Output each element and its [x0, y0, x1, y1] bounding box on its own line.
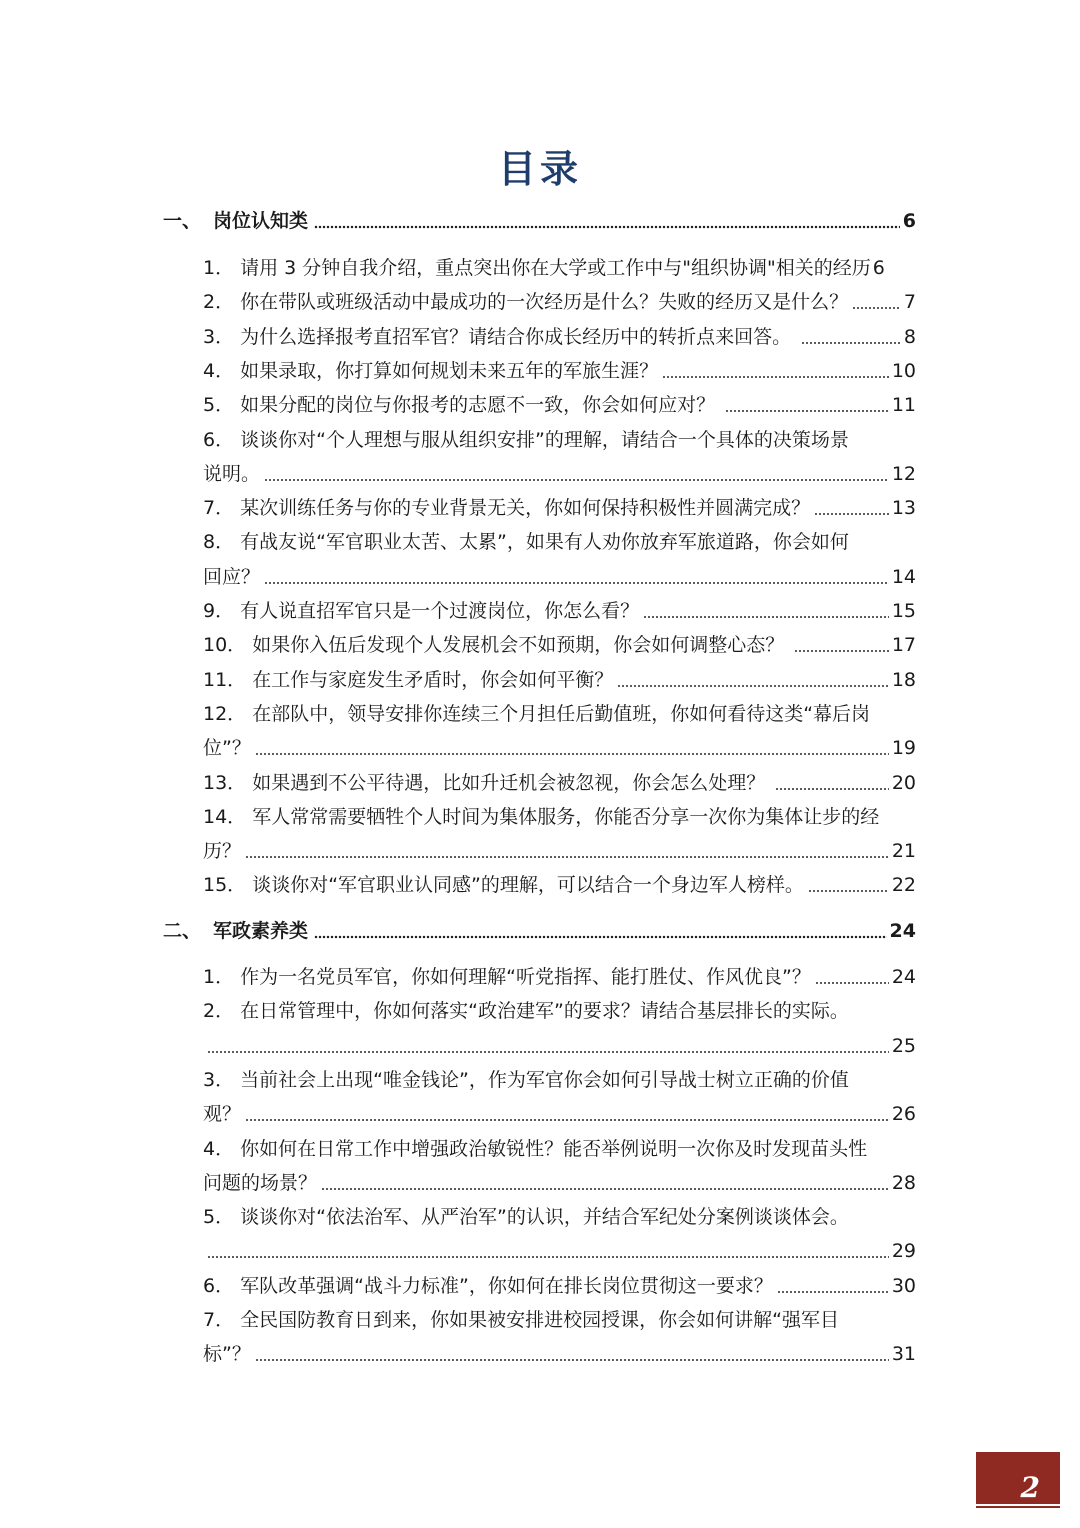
- toc-page-number: 15: [891, 600, 916, 622]
- toc-entry-line[interactable]: [203, 322, 916, 352]
- toc-entry-text: 4． 你如何在日常工作中增强政治敏锐性？能否举例说明一次你及时发现苗头性: [203, 1137, 868, 1160]
- toc-entry-line[interactable]: [203, 287, 916, 317]
- toc-entry-line[interactable]: [203, 630, 916, 660]
- toc-page-number: 29: [891, 1240, 916, 1263]
- toc-page-number: 25: [891, 1034, 916, 1057]
- toc-page-number: 21: [891, 840, 916, 863]
- toc-entry-line[interactable]: [203, 425, 916, 455]
- toc-entry-line[interactable]: [203, 870, 916, 900]
- toc-entry-text: 7． 全民国防教育日到来，你如果被安排进校园授课，你会如何讲解“强军目: [203, 1309, 839, 1331]
- toc-section-heading[interactable]: [163, 206, 916, 236]
- page-title: 目录: [497, 146, 582, 191]
- toc-page-number: 28: [891, 1171, 916, 1194]
- toc-dot-leader: [321, 1187, 889, 1191]
- toc-dot-leader: [617, 684, 889, 688]
- toc-entry-line[interactable]: [203, 1065, 916, 1095]
- toc-section-title: 岗位认知类: [213, 210, 309, 232]
- toc-entry-text: 4． 如果录取，你打算如何规划未来五年的军旅生涯？: [203, 359, 659, 382]
- toc-entry-text: 历？: [203, 840, 242, 863]
- toc-entry-text: 7． 某次训练任务与你的专业背景无关，你如何保持积极性并圆满完成？: [203, 497, 811, 520]
- toc-entry-text: 位”？: [203, 737, 251, 760]
- toc-page-number: 24: [889, 920, 916, 942]
- toc-section-heading[interactable]: [163, 916, 916, 946]
- page-number-rule: [976, 1506, 1060, 1508]
- toc-entry-line[interactable]: [203, 1099, 916, 1129]
- toc-entry-text: 回应？: [203, 565, 261, 588]
- toc-dot-leader: [314, 225, 900, 229]
- toc-entry-line[interactable]: [203, 699, 916, 729]
- toc-entry-text: 2． 在日常管理中，你如何落实“政治建军”的要求？请结合基层排长的实际。: [203, 1000, 849, 1023]
- toc-entry-line[interactable]: [203, 253, 916, 283]
- toc-entry-line[interactable]: [203, 356, 916, 386]
- toc-entry-text: 11． 在工作与家庭发生矛盾时，你会如何平衡？: [203, 668, 614, 691]
- toc-entry-line[interactable]: [203, 836, 916, 866]
- toc-entry-line[interactable]: [203, 1271, 916, 1301]
- toc-entry-line[interactable]: [203, 768, 916, 798]
- toc-dot-leader: [777, 1290, 889, 1294]
- toc-entry-text: 1． 作为一名党员军官，你如何理解“听党指挥、能打胜仗、作风优良”？: [203, 966, 811, 988]
- toc-entry-text: 14． 军人常常需要牺牲个人时间为集体服务，你能否分享一次你为集体让步的经: [203, 805, 880, 828]
- toc-entry-text: 问题的场景？: [203, 1171, 318, 1194]
- toc-entry-line[interactable]: [203, 493, 916, 523]
- toc-page-number: 11: [891, 394, 916, 417]
- toc-page-number: 8: [903, 325, 916, 348]
- toc-page-number: 13: [891, 497, 916, 520]
- toc-entry-line[interactable]: [203, 1305, 916, 1335]
- toc-dot-leader: [801, 341, 901, 345]
- toc-entry-line[interactable]: [203, 527, 916, 557]
- toc-entry-text: 5． 如果分配的岗位与你报考的志愿不一致，你会如何应对？: [203, 394, 722, 417]
- toc-dot-leader: [814, 512, 889, 516]
- toc-dot-leader: [207, 1255, 889, 1259]
- toc-entry-line[interactable]: [203, 1168, 916, 1198]
- toc-dot-leader: [245, 1118, 889, 1122]
- toc-page-number: 6: [902, 210, 916, 232]
- toc-dot-leader: [255, 1358, 889, 1362]
- toc-dot-leader: [775, 787, 889, 791]
- toc-entry-text: 观？: [203, 1103, 242, 1126]
- page-number-badge: [976, 1452, 1060, 1504]
- toc-entry-line[interactable]: [203, 596, 916, 626]
- toc-page-number: 17: [891, 634, 916, 657]
- toc-section-number: 一、: [163, 210, 202, 232]
- toc-entry-line[interactable]: [203, 1031, 916, 1061]
- toc-dot-leader: [207, 1050, 889, 1054]
- toc-dot-leader: [852, 306, 901, 310]
- toc-section-number: 二、: [163, 920, 202, 942]
- toc-dot-leader: [255, 752, 889, 756]
- toc-page-number: 26: [891, 1103, 916, 1126]
- toc-dot-leader: [264, 478, 889, 482]
- toc-entry-line[interactable]: [203, 665, 916, 695]
- toc-entry-line[interactable]: [203, 802, 916, 832]
- toc-entry-line[interactable]: [203, 1134, 916, 1164]
- toc-page-number: 18: [891, 668, 916, 691]
- toc-page-number: 7: [903, 291, 916, 314]
- toc-entry-text: 3． 当前社会上出现“唯金钱论”，作为军官你会如何引导战士树立正确的价值: [203, 1068, 849, 1091]
- toc-entry-line[interactable]: [203, 962, 916, 992]
- toc-entry-text: 15． 谈谈你对“军官职业认同感”的理解，可以结合一个身边军人榜样。: [203, 874, 804, 897]
- toc-entry-text: 6． 军队改革强调“战斗力标准”，你如何在排长岗位贯彻这一要求？: [203, 1274, 773, 1297]
- toc-dot-leader: [662, 375, 889, 379]
- toc-entry-text: 12． 在部队中，领导安排你连续三个月担任后勤值班，你如何看待这类“幕后岗: [203, 702, 871, 725]
- toc-page-number: 14: [891, 565, 916, 588]
- toc-page-number: 19: [891, 737, 916, 760]
- toc-page-number: 20: [891, 771, 916, 794]
- toc-entry-text: 5． 谈谈你对“依法治军、从严治军”的认识，并结合军纪处分案例谈谈体会。: [203, 1206, 849, 1229]
- toc-dot-leader: [725, 409, 889, 413]
- toc-entry-text: 说明。: [203, 462, 261, 485]
- toc-entry-line[interactable]: [203, 996, 916, 1026]
- toc-dot-leader: [808, 889, 889, 893]
- toc-entry-text: 标”？: [203, 1343, 251, 1366]
- toc-dot-leader: [643, 615, 889, 619]
- toc-entry-text: 10． 如果你入伍后发现个人发展机会不如预期，你会如何调整心态？: [203, 634, 791, 657]
- toc-dot-leader: [794, 649, 889, 653]
- toc-entry-text: 13． 如果遇到不公平待遇，比如升迁机会被忽视，你会怎么处理？: [203, 771, 772, 794]
- toc-entry-line[interactable]: [203, 733, 916, 763]
- toc-dot-leader: [264, 581, 889, 585]
- toc-entry-line[interactable]: [203, 1202, 916, 1232]
- toc-page-number: 31: [891, 1343, 916, 1366]
- toc-entry-line[interactable]: [203, 1339, 916, 1369]
- toc-dot-leader: [314, 935, 887, 939]
- toc-page-number: 10: [891, 359, 916, 382]
- toc-dot-leader: [245, 855, 889, 859]
- toc-dot-leader: [815, 981, 889, 985]
- toc-section-title: 军政素养类: [213, 920, 309, 942]
- toc-page-number: 22: [891, 874, 916, 897]
- toc-entry-text: 1． 请用 3 分钟自我介绍，重点突出你在大学或工作中与"组织协调"相关的经历: [203, 257, 871, 279]
- toc-entry-text: 9． 有人说直招军官只是一个过渡岗位，你怎么看？: [203, 600, 640, 622]
- toc-entry-line[interactable]: [203, 459, 916, 489]
- toc-page-number: 6: [872, 257, 885, 279]
- toc-entry-text: 6． 谈谈你对“个人理想与服从组织安排”的理解，请结合一个具体的决策场景: [203, 428, 849, 451]
- toc-entry-line[interactable]: [203, 1236, 916, 1266]
- toc-entry-text: 3． 为什么选择报考直招军官？请结合你成长经历中的转折点来回答。: [203, 325, 798, 348]
- page-number: 2: [1020, 1471, 1040, 1504]
- toc-entry-line[interactable]: [203, 390, 916, 420]
- toc-entry-text: 8． 有战友说“军官职业太苦、太累”，如果有人劝你放弃军旅道路，你会如何: [203, 531, 849, 554]
- toc-page-number: 24: [891, 966, 916, 988]
- toc-entry-line[interactable]: [203, 562, 916, 592]
- toc-entry-text: 2． 你在带队或班级活动中最成功的一次经历是什么？失败的经历又是什么？: [203, 291, 849, 314]
- toc-page-number: 12: [891, 462, 916, 485]
- toc-page-number: 30: [891, 1274, 916, 1297]
